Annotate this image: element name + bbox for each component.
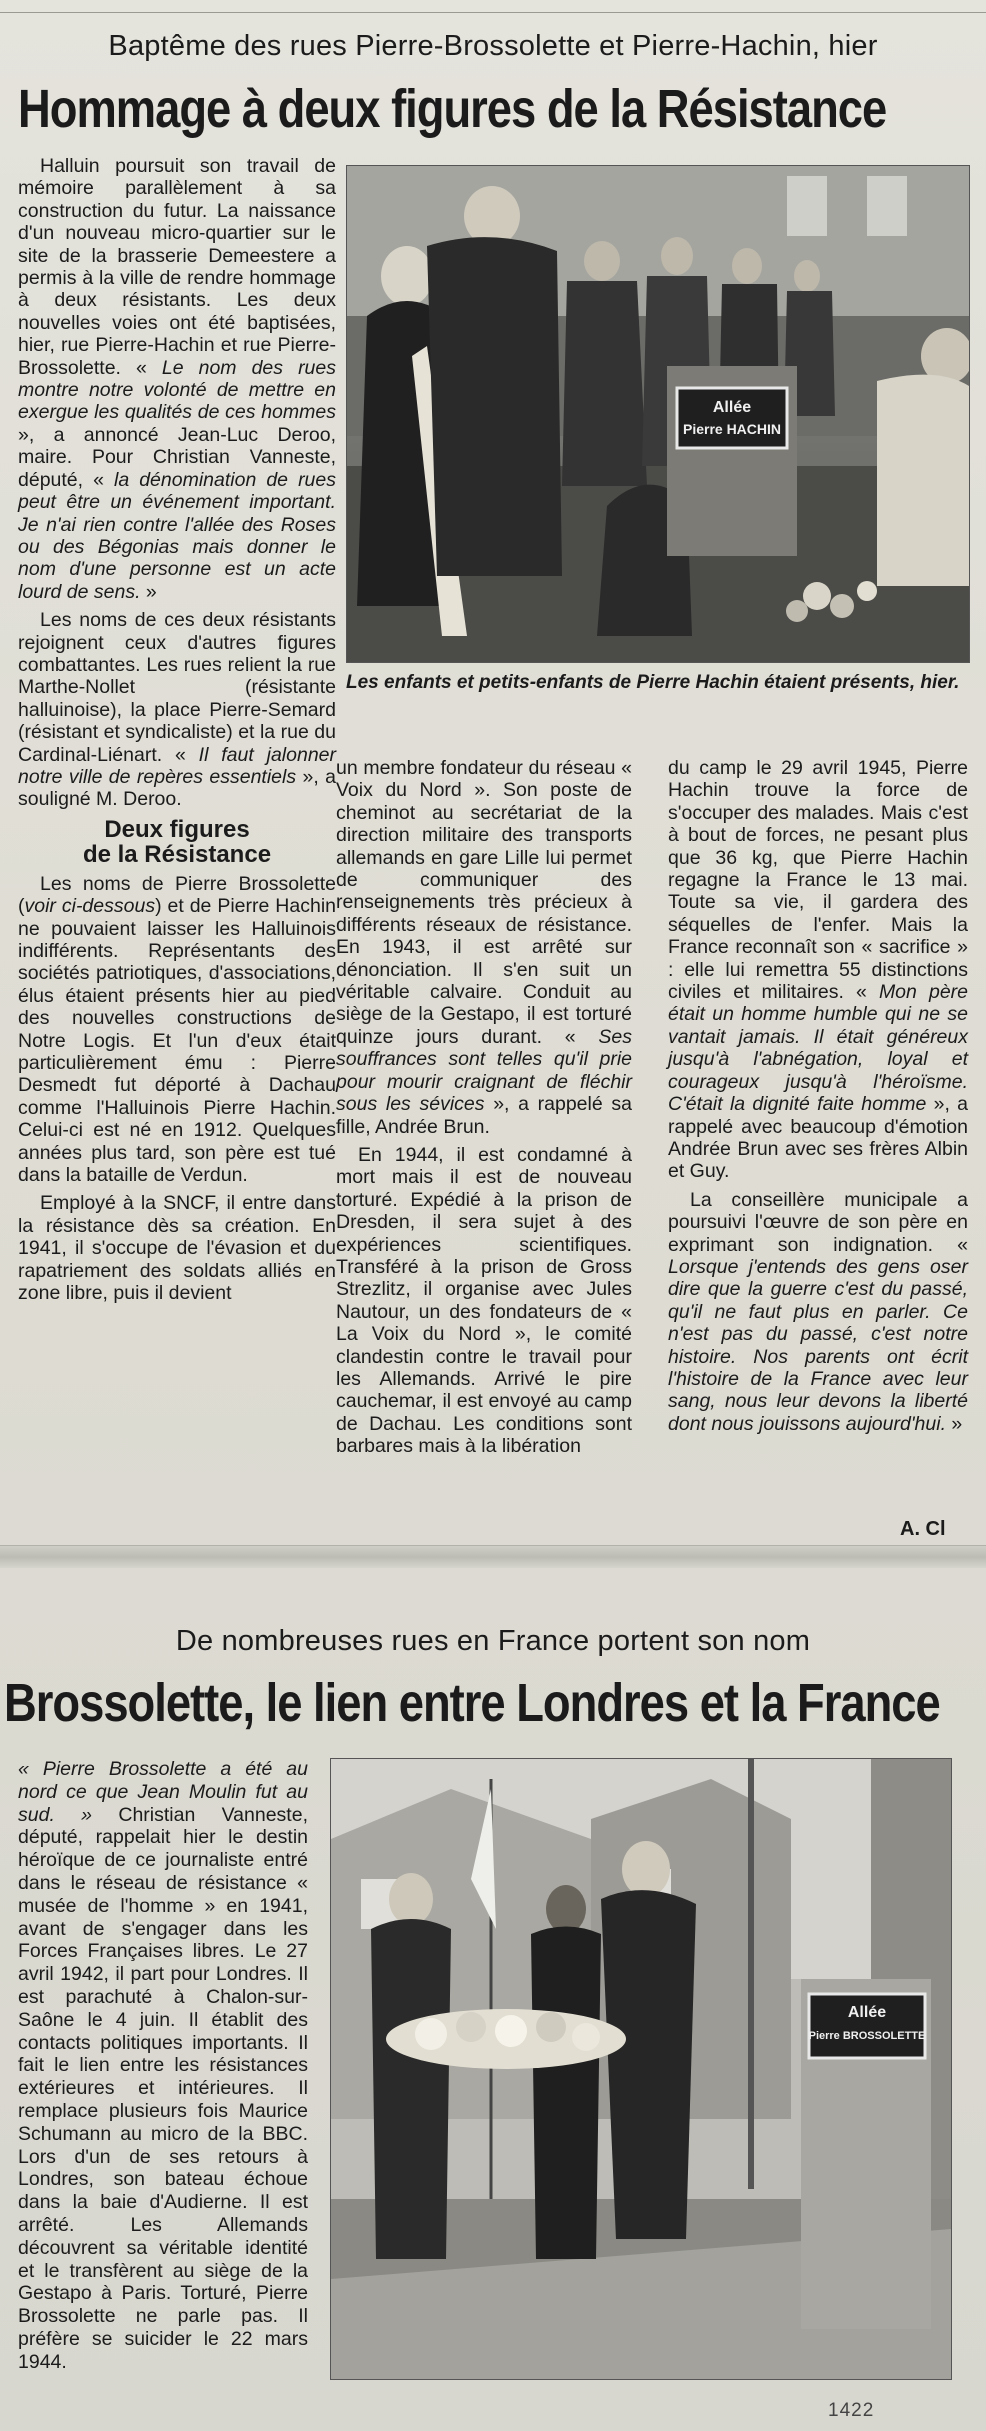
article1-photo <box>346 165 970 663</box>
page-number: 1422 <box>828 2400 875 2421</box>
subhead-line: Deux figures <box>104 815 250 843</box>
photo-ceremony-hachin <box>347 166 969 662</box>
article1-column-2 <box>336 757 632 1464</box>
text: » <box>951 1412 963 1435</box>
text: ) et de Pierre Hachin ne pouvaient laisser les Halluinois indifférents. Représentants des sociétés patriotiques, d'associations, élus étaient présents hier au pied des nouvelles constructions de Notre Logis. Et l'un d'eux était particulièrement ému : Pierre Desmedt fut déporté à Dachau comme l'Halluinois Pierre Hachin. Celui-ci est né en 1912. Quelques années plus tard, son père est tué dans la bataille de Verdun. <box>18 895 336 1187</box>
photo1-sign-line2: Pierre HACHIN <box>682 421 782 437</box>
quote: Ses souffrances sont telles qu'il prie pour mourir craignant de fléchir sous les sévices <box>336 1025 632 1116</box>
paragraph <box>18 609 336 811</box>
article1-photo-caption: Les enfants et petits-enfants de Pierre Hachin étaient présents, hier. <box>346 672 960 693</box>
text: Employé à la SNCF, il entre dans la résistance dès sa création. En 1941, il s'occupe de l'évasion et du rapatriement des soldats alliés en zone libre, puis il devient <box>18 1192 336 1305</box>
paragraph <box>18 873 336 1187</box>
article2-photo <box>330 1758 952 2380</box>
article2-body <box>18 1758 308 2380</box>
quote: Le nom des rues montre notre volonté de mettre en exergue les qualités de ces hommes <box>18 356 337 424</box>
text: En 1944, il est condamné à mort mais il est de nouveau torturé. Expédié à la prison de Dresden, il sera sujet à des expériences scientifiques. Transféré à la prison de Gross Strezlitz, il organise avec Jules Nautour, un des fondateurs de « La Voix du Nord », le comité clandestin contre le travail pour les Allemands. Arrivé le pire cauchemar, il est envoyé au camp de Dachau. Les conditions sont barbares mais à la libération <box>336 1143 632 1458</box>
text: », a rappelé sa fille, Andrée Brun. <box>336 1093 632 1138</box>
article1-column-1 <box>18 155 336 1311</box>
text: du camp le 29 avril 1945, Pierre Hachin trouve la force de s'occuper des malades. Mais c'est à bout de forces, ne pesant plus que 36 kg, que Pierre Hachin regagne la France le 13 mai. Toute sa vie, il gardera des séquelles de l'enfer. Mais la France reconnaît son « sacrifice » : elle lui remettra 55 distinctions civiles et militaires. « <box>668 757 968 1004</box>
text: Les noms de ces deux résistants rejoignent ceux d'autres figures combattantes. Les rues relient la rue Marthe-Nollet (résistante halluinoise), la place Pierre-Semard (résistant et syndicaliste) et la rue du Cardinal-Liénart. « <box>18 609 336 766</box>
article1-headline: Hommage à deux figures de la Résistance <box>18 79 887 139</box>
top-rule <box>0 12 986 13</box>
article2-kicker: De nombreuses rues en France portent son nom <box>175 1625 811 1657</box>
article1-subhead <box>18 817 336 867</box>
quote: Mon père était un homme humble qui ne se vantait jamais. Il était généreux jusqu'à l'abnégation, loyal et courageux jusqu'à l'héroïsme. C'était la dignité faite homme <box>668 981 968 1116</box>
text: » <box>145 580 157 603</box>
page-tear <box>0 1545 986 1568</box>
text: », a rappelé avec beaucoup d'émotion Andrée Brun avec ses frères Albin et Guy. <box>668 1093 968 1183</box>
paragraph <box>18 1192 336 1304</box>
paragraph <box>668 1189 968 1435</box>
subhead-line: de la Résistance <box>82 840 272 868</box>
quote: la dénomination de rues peut être un événement important. Je n'ai rien contre l'allée des Roses ou des Bégonias mais donner le nom d'une personne est un acte lourd de sens. <box>18 468 336 603</box>
photo2-sign-line1: Allée <box>847 2004 887 2021</box>
text: Halluin poursuit son travail de mémoire parallèlement à sa construction du futur. La naissance d'un nouveau micro-quartier sur le site de la brasserie Demeestere a permis à la ville de rendre hommage à deux résistants. Les deux nouvelles voies ont été baptisées, hier, rue Pierre-Hachin et rue Pierre-Brossolette. « <box>18 155 336 379</box>
article2-headline: Brossolette, le lien entre Londres et la France <box>4 1673 940 1733</box>
article1-column-3 <box>668 757 968 1441</box>
paragraph <box>18 155 336 603</box>
text: Les noms de Pierre Brossolette ( <box>18 872 336 918</box>
quote: Lorsque j'entends des gens oser dire que la guerre c'est du passé, qu'il ne faut plus en parler. Ce n'est pas du passé, c'est notre histoire. Nos parents ont écrit l'histoire de la France avec leur sang, nous leur devons la liberté dont nous jouissons aujourd'hui. <box>668 1255 968 1435</box>
photo2-sign-line2: Pierre BROSSOLETTE <box>808 2030 926 2042</box>
quote: « Pierre Brossolette a été au nord ce que Jean Moulin fut au sud. » <box>18 1758 308 1826</box>
paragraph <box>668 757 968 1183</box>
quote: voir ci-dessous <box>24 895 156 918</box>
article1-signature: A. Cl <box>900 1518 946 1540</box>
paragraph <box>18 1758 308 2374</box>
photo1-sign-line1: Allée <box>712 399 752 416</box>
text: La conseillère municipale a poursuivi l'œuvre de son père en exprimant son indignation. « <box>668 1188 968 1256</box>
text: Christian Vanneste, député, rappelait hier le destin héroïque de ce journaliste entré dans le réseau de résistance « musée de l'homme » en 1941, avant de s'engager dans les Forces Françaises libres. Le 27 avril 1942, il part pour Londres. Il est parachuté à Chalon-sur-Saône le 4 juin. Il établit des contacts politiques importants. Il fait le lien entre les résistances extérieures et intérieures. Il remplace plusieurs fois Maurice Schumann au micro de la BBC. Lors d'un de ses retours à Londres, son bateau échoue dans la baie d'Audierne. Il est arrêté. Les Allemands découvrent sa véritable identité et le transfèrent au siège de la Gestapo à Paris. Torturé, Pierre Brossolette ne parle pas. Il préfère se suicider le 22 mars 1944. <box>18 1803 308 2373</box>
text: », a souligné M. Deroo. <box>18 765 336 811</box>
quote: Il faut jalonner notre ville de repères essentiels <box>18 743 336 788</box>
paragraph <box>336 1144 632 1458</box>
text: un membre fondateur du réseau « Voix du Nord ». Son poste de cheminot au secrétariat de la direction militaire des transports allemands en gare Lille lui permet de communiquer des renseignements très précieux à différents réseaux de résistance. En 1943, il est arrêté sur dénonciation. Il s'en suit un véritable calvaire. Conduit au siège de la Gestapo, il est torturé quinze jours durant. « <box>336 757 632 1048</box>
photo-ceremony-brossolette <box>331 1759 951 2379</box>
paragraph <box>336 757 632 1138</box>
article1-kicker: Baptême des rues Pierre-Brossolette et Pierre-Hachin, hier <box>108 30 878 62</box>
text: », a annoncé Jean-Luc Deroo, maire. Pour Christian Vanneste, député, « <box>18 423 336 491</box>
